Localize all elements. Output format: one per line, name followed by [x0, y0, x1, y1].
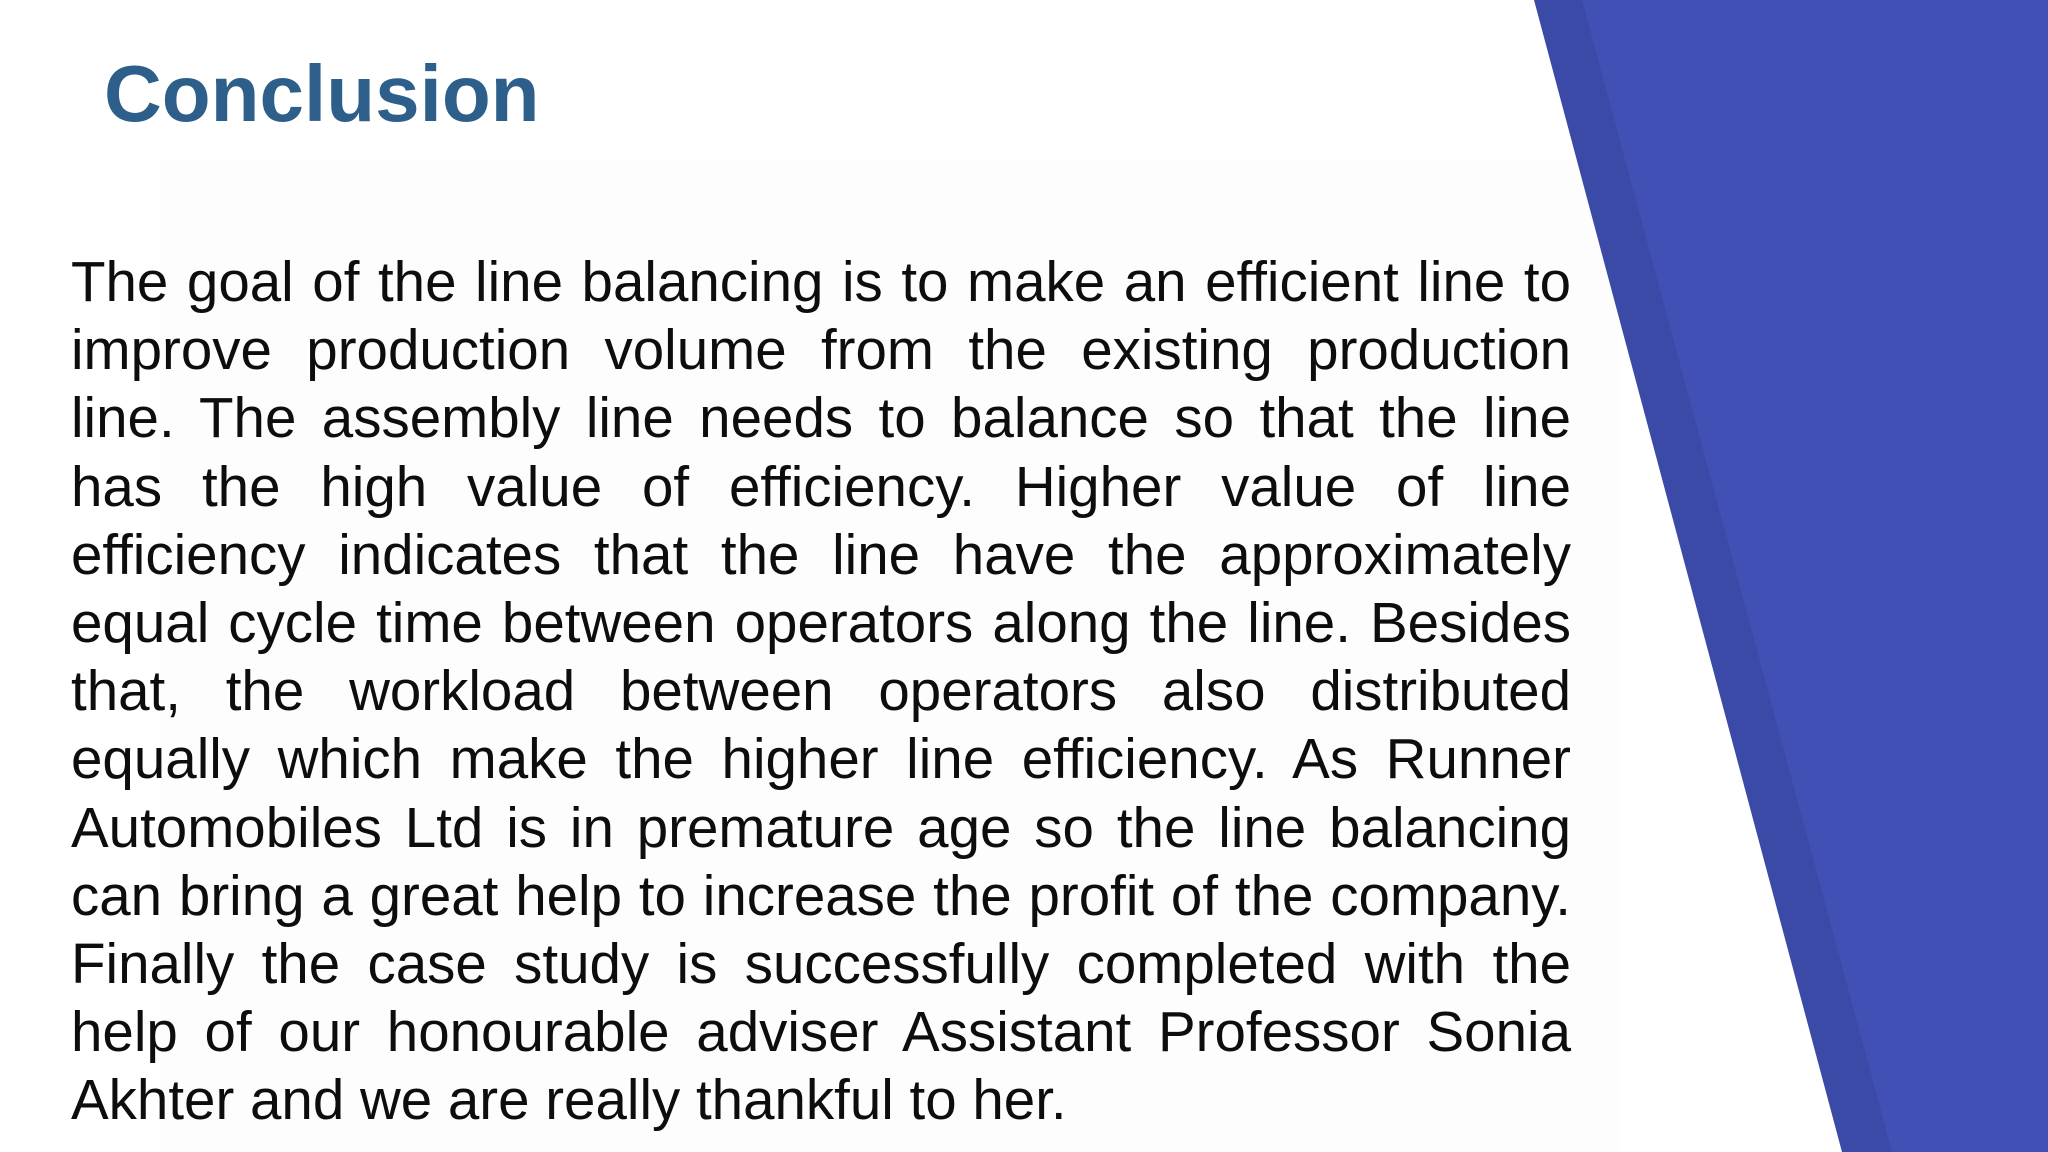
- slide-title: Conclusion: [104, 49, 540, 138]
- conclusion-paragraph: The goal of the line balancing is to make an efficient line to improve production volume from the existing production line. The assembly line needs to balance so that the line has the high value of efficiency. Higher value of line efficiency indicates that the line have the approximately equal cycle time between operators along the line. Besides that, the workload between operators also distributed equally which make the higher line efficiency. As Runner Automobiles Ltd is in premature age so the line balancing can bring a great help to increase the profit of the company. Finally the case study is successfully completed with the help of our honourable adviser Assistant Professor Sonia Akhter and we are really thankful to her.: [71, 250, 1571, 1132]
